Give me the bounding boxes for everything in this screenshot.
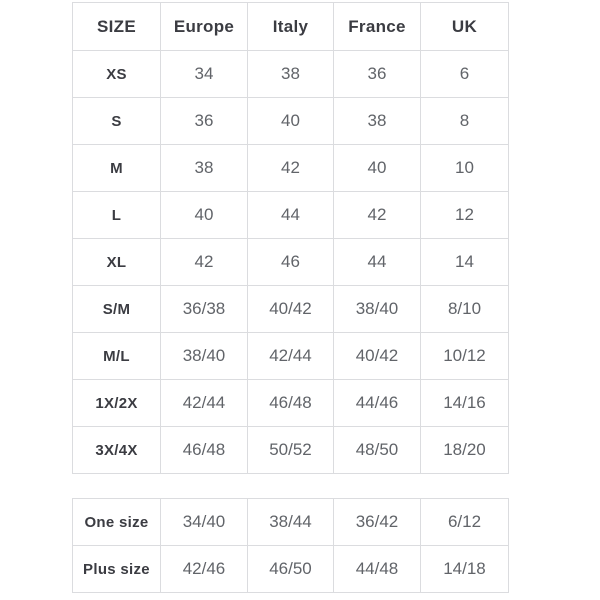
size-value-cell: 40/42 xyxy=(248,286,334,333)
size-value-cell: 34 xyxy=(161,51,248,98)
table-row xyxy=(73,239,509,286)
row-label: S/M xyxy=(73,286,161,333)
table-row xyxy=(73,286,509,333)
main-size-table xyxy=(72,2,509,474)
size-value-cell: 36/38 xyxy=(161,286,248,333)
row-label: 3X/4X xyxy=(73,427,161,474)
header-row xyxy=(73,3,509,51)
table-row xyxy=(73,192,509,239)
column-header: UK xyxy=(421,3,509,51)
row-label: L xyxy=(73,192,161,239)
size-value-cell: 40 xyxy=(248,98,334,145)
size-value-cell: 18/20 xyxy=(421,427,509,474)
size-table-header xyxy=(73,3,509,51)
table-row xyxy=(73,546,509,593)
size-value-cell: 38 xyxy=(248,51,334,98)
special-sizes-body xyxy=(73,499,509,593)
size-value-cell: 46/48 xyxy=(161,427,248,474)
size-value-cell: 42/46 xyxy=(161,546,248,593)
size-table-body xyxy=(73,51,509,474)
size-value-cell: 46/48 xyxy=(248,380,334,427)
table-row xyxy=(73,333,509,380)
size-value-cell: 40 xyxy=(161,192,248,239)
size-value-cell: 50/52 xyxy=(248,427,334,474)
table-row xyxy=(73,380,509,427)
row-label: 1X/2X xyxy=(73,380,161,427)
row-label: S xyxy=(73,98,161,145)
size-value-cell: 14 xyxy=(421,239,509,286)
table-row xyxy=(73,145,509,192)
row-label: XS xyxy=(73,51,161,98)
size-value-cell: 38/40 xyxy=(161,333,248,380)
table-row xyxy=(73,98,509,145)
size-value-cell: 46/50 xyxy=(248,546,334,593)
special-sizes-table xyxy=(72,498,509,593)
size-value-cell: 44 xyxy=(248,192,334,239)
one-size-plus-size-table xyxy=(72,498,509,593)
row-label: Plus size xyxy=(73,546,161,593)
size-value-cell: 38/40 xyxy=(334,286,421,333)
size-value-cell: 36 xyxy=(334,51,421,98)
row-label: M/L xyxy=(73,333,161,380)
column-header: SIZE xyxy=(73,3,161,51)
row-label: One size xyxy=(73,499,161,546)
column-header: Europe xyxy=(161,3,248,51)
row-label: XL xyxy=(73,239,161,286)
size-value-cell: 38 xyxy=(334,98,421,145)
size-value-cell: 38/44 xyxy=(248,499,334,546)
size-value-cell: 42 xyxy=(334,192,421,239)
size-value-cell: 14/18 xyxy=(421,546,509,593)
size-value-cell: 10 xyxy=(421,145,509,192)
size-value-cell: 42 xyxy=(248,145,334,192)
size-value-cell: 38 xyxy=(161,145,248,192)
size-value-cell: 42/44 xyxy=(248,333,334,380)
table-row xyxy=(73,51,509,98)
size-value-cell: 48/50 xyxy=(334,427,421,474)
size-value-cell: 42/44 xyxy=(161,380,248,427)
size-value-cell: 40 xyxy=(334,145,421,192)
row-label: M xyxy=(73,145,161,192)
size-value-cell: 42 xyxy=(161,239,248,286)
size-value-cell: 44/46 xyxy=(334,380,421,427)
table-row xyxy=(73,499,509,546)
size-value-cell: 34/40 xyxy=(161,499,248,546)
size-conversion-table xyxy=(72,2,509,474)
size-value-cell: 6 xyxy=(421,51,509,98)
size-value-cell: 36 xyxy=(161,98,248,145)
size-value-cell: 40/42 xyxy=(334,333,421,380)
size-value-cell: 10/12 xyxy=(421,333,509,380)
size-value-cell: 12 xyxy=(421,192,509,239)
size-value-cell: 6/12 xyxy=(421,499,509,546)
size-value-cell: 44 xyxy=(334,239,421,286)
size-value-cell: 44/48 xyxy=(334,546,421,593)
size-value-cell: 14/16 xyxy=(421,380,509,427)
size-value-cell: 8/10 xyxy=(421,286,509,333)
size-value-cell: 46 xyxy=(248,239,334,286)
size-value-cell: 36/42 xyxy=(334,499,421,546)
column-header: France xyxy=(334,3,421,51)
table-row xyxy=(73,427,509,474)
column-header: Italy xyxy=(248,3,334,51)
size-value-cell: 8 xyxy=(421,98,509,145)
